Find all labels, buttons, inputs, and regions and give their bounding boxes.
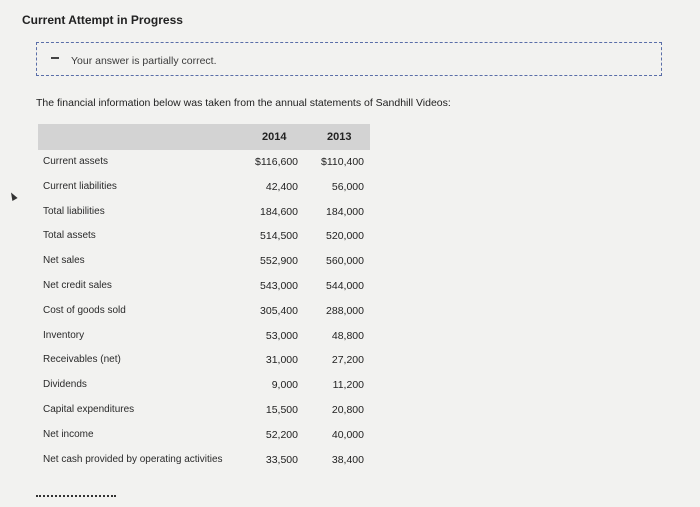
value-2013: 27,200 [331, 354, 364, 367]
value-2014: 42,400 [265, 180, 298, 193]
value-2013: 288,000 [326, 304, 364, 317]
row-label: Inventory [43, 329, 85, 341]
value-2014: 9,000 [271, 379, 298, 392]
question-intro: The financial information below was taken from the annual statements of Sandhill Videos: [36, 97, 451, 109]
value-2014: 15,500 [265, 403, 298, 416]
row-label: Total liabilities [43, 205, 105, 217]
row-label: Total assets [43, 230, 96, 242]
value-2014: 514,500 [260, 230, 298, 243]
value-2014: 305,400 [260, 304, 298, 317]
table-row [38, 175, 370, 200]
value-2013: 56,000 [331, 180, 364, 193]
feedback-banner [36, 42, 662, 76]
value-2014: $116,600 [254, 156, 298, 168]
table-row [38, 448, 370, 473]
table-row [38, 299, 370, 324]
value-2013: 184,000 [326, 205, 364, 218]
row-label: Dividends [43, 379, 87, 391]
value-2014: 552,900 [260, 255, 298, 268]
value-2013: 520,000 [326, 230, 364, 243]
table-row [38, 373, 370, 398]
table-row [38, 398, 370, 423]
value-2013: 20,800 [331, 403, 364, 416]
row-label: Net sales [43, 255, 85, 267]
value-2013: 48,800 [331, 329, 364, 342]
value-2014: 33,500 [265, 453, 298, 466]
feedback-text: Your answer is partially correct. [71, 55, 217, 67]
value-2013: 544,000 [326, 279, 364, 292]
row-label: Receivables (net) [43, 354, 121, 366]
row-label: Net credit sales [43, 279, 112, 291]
table-row [38, 249, 370, 274]
column-header-2013: 2013 [327, 131, 352, 143]
table-row [38, 423, 370, 448]
page-title: Current Attempt in Progress [22, 13, 183, 27]
row-label: Capital expenditures [43, 403, 135, 415]
partial-correct-icon [51, 57, 59, 59]
table-header [38, 124, 370, 150]
table-row [38, 200, 370, 225]
table-row [38, 274, 370, 299]
row-label: Cost of goods sold [43, 304, 126, 316]
row-label: Net income [43, 428, 94, 440]
value-2013: $110,400 [320, 156, 364, 168]
value-2013: 40,000 [331, 428, 364, 441]
value-2014: 53,000 [265, 329, 298, 342]
value-2013: 560,000 [326, 255, 364, 268]
mouse-cursor-icon [8, 191, 17, 201]
row-label: Current assets [43, 156, 109, 167]
table-body [38, 150, 370, 472]
row-label: Current liabilities [43, 180, 117, 192]
table-row [38, 224, 370, 249]
financial-data-table [38, 124, 370, 472]
table-row [38, 150, 370, 175]
cut-off-content [36, 495, 116, 507]
row-label: Net cash provided by operating activities [43, 453, 223, 465]
value-2014: 543,000 [260, 279, 298, 292]
value-2014: 31,000 [265, 354, 298, 367]
value-2014: 52,200 [265, 428, 298, 441]
column-header-2014: 2014 [262, 131, 287, 143]
value-2013: 38,400 [331, 453, 364, 466]
value-2014: 184,600 [260, 205, 298, 218]
value-2013: 11,200 [332, 379, 364, 392]
table-row [38, 348, 370, 373]
table-row [38, 324, 370, 349]
